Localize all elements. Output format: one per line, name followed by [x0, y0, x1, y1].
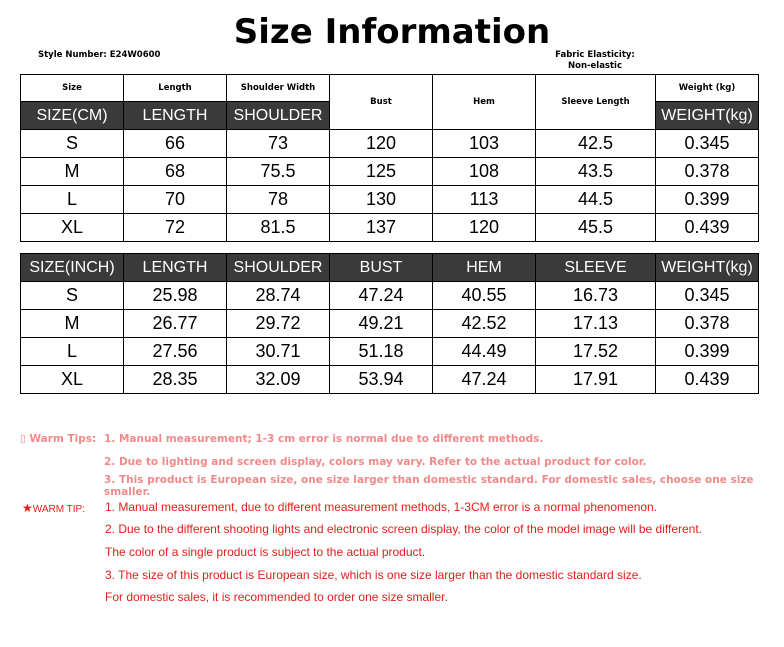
table-cell: 51.18 [330, 338, 433, 366]
table-cell: 26.77 [124, 310, 227, 338]
table-row [21, 130, 759, 158]
table-row [21, 338, 759, 366]
table-cell: 0.378 [656, 158, 759, 186]
header-cell: Weight (kg) [656, 75, 759, 102]
table-cell: 81.5 [227, 214, 330, 242]
fabric-elasticity [530, 50, 660, 72]
header-cell: LENGTH [124, 102, 227, 130]
table-cell: 30.71 [227, 338, 330, 366]
warning-icon: ▯ [20, 433, 26, 445]
table-cell: 44.49 [433, 338, 536, 366]
header-cell: LENGTH [124, 254, 227, 282]
style-number: Style Number: E24W0600 [38, 50, 161, 60]
table-cell: 78 [227, 186, 330, 214]
header-cell: Length [124, 75, 227, 102]
table-cell: L [21, 338, 124, 366]
table-row [21, 366, 759, 394]
table-cell: 32.09 [227, 366, 330, 394]
table-cell: S [21, 282, 124, 310]
warm-tip-en-label-text: WARM TIP: [32, 504, 85, 515]
header-cell: SHOULDER [227, 102, 330, 130]
table-cell: 43.5 [536, 158, 656, 186]
size-table-cm [20, 74, 759, 242]
header-cell: WEIGHT(kg) [656, 102, 759, 130]
warm-tip-en-line: 3. The size of this product is European size, which is one size larger than the domestic standard size. [105, 568, 642, 582]
table-cell: 44.5 [536, 186, 656, 214]
table-row [21, 214, 759, 242]
header-cell: Bust [330, 75, 433, 130]
header-cell: SIZE(CM) [21, 102, 124, 130]
table-cell: 42.5 [536, 130, 656, 158]
page-title: Size Information [233, 12, 551, 52]
header-cell: Size [21, 75, 124, 102]
table-cell: 28.74 [227, 282, 330, 310]
table-cell: 108 [433, 158, 536, 186]
table-cell: 47.24 [433, 366, 536, 394]
table-cell: 40.55 [433, 282, 536, 310]
table-cell: 53.94 [330, 366, 433, 394]
header-row-dark [21, 254, 759, 282]
table-cell: 70 [124, 186, 227, 214]
header-cell: SLEEVE [536, 254, 656, 282]
table-cell: 42.52 [433, 310, 536, 338]
table-cell: 25.98 [124, 282, 227, 310]
table-cell: 17.13 [536, 310, 656, 338]
warm-tip-en-line: 1. Manual measurement, due to different measurement methods, 1-3CM error is a normal phenomenon. [105, 500, 658, 514]
table-cell: M [21, 158, 124, 186]
table-row [21, 310, 759, 338]
warm-tip-en-line: For domestic sales, it is recommended to order one size smaller. [105, 590, 448, 604]
table-cell: 0.399 [656, 338, 759, 366]
table-cell: 103 [433, 130, 536, 158]
table-cell: 113 [433, 186, 536, 214]
warm-tips-label [20, 433, 96, 445]
table-cell: 0.345 [656, 282, 759, 310]
warm-tips-label-text: Warm Tips: [29, 433, 97, 445]
fabric-value: Non-elastic [567, 61, 623, 71]
star-icon: ★ [22, 501, 33, 515]
table-cell: 47.24 [330, 282, 433, 310]
table-cell: 27.56 [124, 338, 227, 366]
table-cell: 130 [330, 186, 433, 214]
table-cell: 0.439 [656, 214, 759, 242]
table-cell: 125 [330, 158, 433, 186]
table-cell: 120 [330, 130, 433, 158]
table-cell: XL [21, 214, 124, 242]
table-cell: 0.439 [656, 366, 759, 394]
table-cell: 0.399 [656, 186, 759, 214]
table-cell: 137 [330, 214, 433, 242]
table-cell: L [21, 186, 124, 214]
table-cell: 49.21 [330, 310, 433, 338]
table-cell: 75.5 [227, 158, 330, 186]
size-table-inch [20, 253, 759, 394]
header-cell: SIZE(INCH) [21, 254, 124, 282]
table-cell: 120 [433, 214, 536, 242]
warm-tip-line: 3. This product is European size, one size larger than domestic standard. For domestic sales, choose one size smaller. [104, 474, 754, 498]
warm-tip-line: 1. Manual measurement; 1-3 cm error is normal due to different methods. [104, 433, 544, 445]
table-cell: 73 [227, 130, 330, 158]
table-cell: 0.378 [656, 310, 759, 338]
table-cell: 17.91 [536, 366, 656, 394]
warm-tip-en-label [22, 501, 85, 515]
header-cell: Hem [433, 75, 536, 130]
header-cell: SHOULDER [227, 254, 330, 282]
table-cell: 28.35 [124, 366, 227, 394]
table-cell: S [21, 130, 124, 158]
table-row [21, 282, 759, 310]
table-row [21, 186, 759, 214]
table-cell: 0.345 [656, 130, 759, 158]
header-row [21, 75, 759, 102]
table-cell: 16.73 [536, 282, 656, 310]
table-cell: XL [21, 366, 124, 394]
header-cell: BUST [330, 254, 433, 282]
table-cell: 29.72 [227, 310, 330, 338]
table-cell: 68 [124, 158, 227, 186]
table-cell: 45.5 [536, 214, 656, 242]
header-cell: Shoulder Width [227, 75, 330, 102]
table-row [21, 158, 759, 186]
table-cell: M [21, 310, 124, 338]
warm-tip-en-line: The color of a single product is subject to the actual product. [105, 545, 426, 559]
warm-tip-line: 2. Due to lighting and screen display, colors may vary. Refer to the actual product for color. [104, 456, 647, 468]
table-cell: 72 [124, 214, 227, 242]
header-cell: HEM [433, 254, 536, 282]
header-cell: WEIGHT(kg) [656, 254, 759, 282]
table-cell: 66 [124, 130, 227, 158]
table-cell: 17.52 [536, 338, 656, 366]
header-cell: Sleeve Length [536, 75, 656, 130]
fabric-label: Fabric Elasticity: [555, 50, 635, 60]
warm-tip-en-line: 2. Due to the different shooting lights and electronic screen display, the color of the model image will be different. [105, 522, 703, 536]
